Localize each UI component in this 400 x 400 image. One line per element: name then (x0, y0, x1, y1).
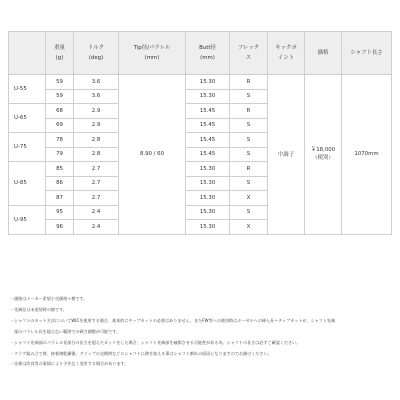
butt-diameter-cell: 15.45 (186, 104, 230, 119)
flex-cell: R (230, 75, 268, 90)
header-weight: 重量 (g) (46, 32, 74, 75)
weight-cell: 95 (46, 205, 74, 220)
flex-cell: S (230, 133, 268, 148)
table-row (9, 75, 392, 90)
torque-cell: 2.7 (74, 191, 119, 206)
torque-cell: 2.7 (74, 162, 119, 177)
header-flex: フレック ス (230, 32, 268, 75)
torque-cell: 2.8 (74, 133, 119, 148)
note-item: ・仕様は改良等の事情により予告なく変更する場合があります。 (10, 361, 129, 367)
weight-cell: 79 (46, 147, 74, 162)
torque-cell: 3.6 (74, 75, 119, 90)
flex-cell: S (230, 118, 268, 133)
flex-cell: X (230, 220, 268, 235)
butt-diameter-cell: 15.30 (186, 191, 230, 206)
torque-cell: 2.7 (74, 176, 119, 191)
shaft-spec-table (8, 31, 392, 235)
weight-cell: 87 (46, 191, 74, 206)
note-item: ・クラブ組み立て時、接着剤乾燥後、グリップの交換時などにシャフトに熱を加える事はシャフト割れの原因となりますのでお避けください。 (10, 350, 272, 356)
butt-diameter-cell: 15.45 (186, 118, 230, 133)
header-model (9, 32, 46, 75)
flex-cell: S (230, 176, 268, 191)
header-tip-diameter: Tip径/パラレル (mm) (119, 32, 186, 75)
shaft-length-cell: 1070mm (342, 75, 392, 235)
torque-cell: 2.8 (74, 147, 119, 162)
flex-cell: S (230, 147, 268, 162)
flex-cell: R (230, 104, 268, 119)
butt-diameter-cell: 15.30 (186, 162, 230, 177)
flex-cell: S (230, 205, 268, 220)
flex-cell: S (230, 89, 268, 104)
weight-cell: 68 (46, 104, 74, 119)
model-name: U-85 (9, 162, 46, 206)
table-header-row (9, 32, 392, 75)
header-butt-diameter: Butt径 (mm) (186, 32, 230, 75)
model-name: U-55 (9, 75, 46, 104)
butt-diameter-cell: 15.30 (186, 176, 230, 191)
note-item: ・シャフトのカット方法についてWICを使用する場合、基本的にチップカットの必要はありません。またFW等への使用時はホーゼルへの挿入長＋チップカットが、シャフト先端 (10, 317, 336, 323)
butt-diameter-cell: 15.30 (186, 89, 230, 104)
note-item: 部のパラレル長を超えない範囲での硬さ調整が可能です。 (10, 328, 121, 334)
torque-cell: 2.4 (74, 205, 119, 220)
flex-cell: R (230, 162, 268, 177)
header-torque: トルク (deg) (74, 32, 119, 75)
table-body (9, 75, 392, 235)
model-name: U-75 (9, 133, 46, 162)
torque-cell: 2.9 (74, 118, 119, 133)
notes-list (10, 294, 392, 370)
note-item: ・価格はメーカー希望小売価格＋税です。 (10, 296, 88, 301)
header-kickpoint: キックポ イント (268, 32, 305, 75)
weight-cell: 78 (46, 133, 74, 148)
weight-cell: 86 (46, 176, 74, 191)
header-shaft-length: シャフト長さ (342, 32, 392, 75)
torque-cell: 2.4 (74, 220, 119, 235)
kickpoint-cell: 中調子 (268, 75, 305, 235)
weight-cell: 59 (46, 75, 74, 90)
weight-cell: 96 (46, 220, 74, 235)
butt-diameter-cell: 15.45 (186, 133, 230, 148)
header-price: 価格 (305, 32, 342, 75)
price-cell: ￥18,000 （税別） (305, 75, 342, 235)
weight-cell: 69 (46, 118, 74, 133)
torque-cell: 2.9 (74, 104, 119, 119)
torque-cell: 3.6 (74, 89, 119, 104)
model-name: U-65 (9, 104, 46, 133)
butt-diameter-cell: 15.45 (186, 147, 230, 162)
flex-cell: X (230, 191, 268, 206)
model-name: U-95 (9, 205, 46, 234)
weight-cell: 59 (46, 89, 74, 104)
note-item: ・先端径は未塗装時の値です。 (10, 306, 67, 312)
weight-cell: 85 (46, 162, 74, 177)
butt-diameter-cell: 15.30 (186, 205, 230, 220)
butt-diameter-cell: 15.30 (186, 75, 230, 90)
tip-diameter-cell: 8.90 / 60 (119, 75, 186, 235)
butt-diameter-cell: 15.30 (186, 220, 230, 235)
note-item: ・シャフト先端部のパラレル長部分の長さを超えたカットをした場合、シャフト先端部を破損させる可能性がある為、シャフトの長さは必ずご確認ください。 (10, 339, 301, 345)
